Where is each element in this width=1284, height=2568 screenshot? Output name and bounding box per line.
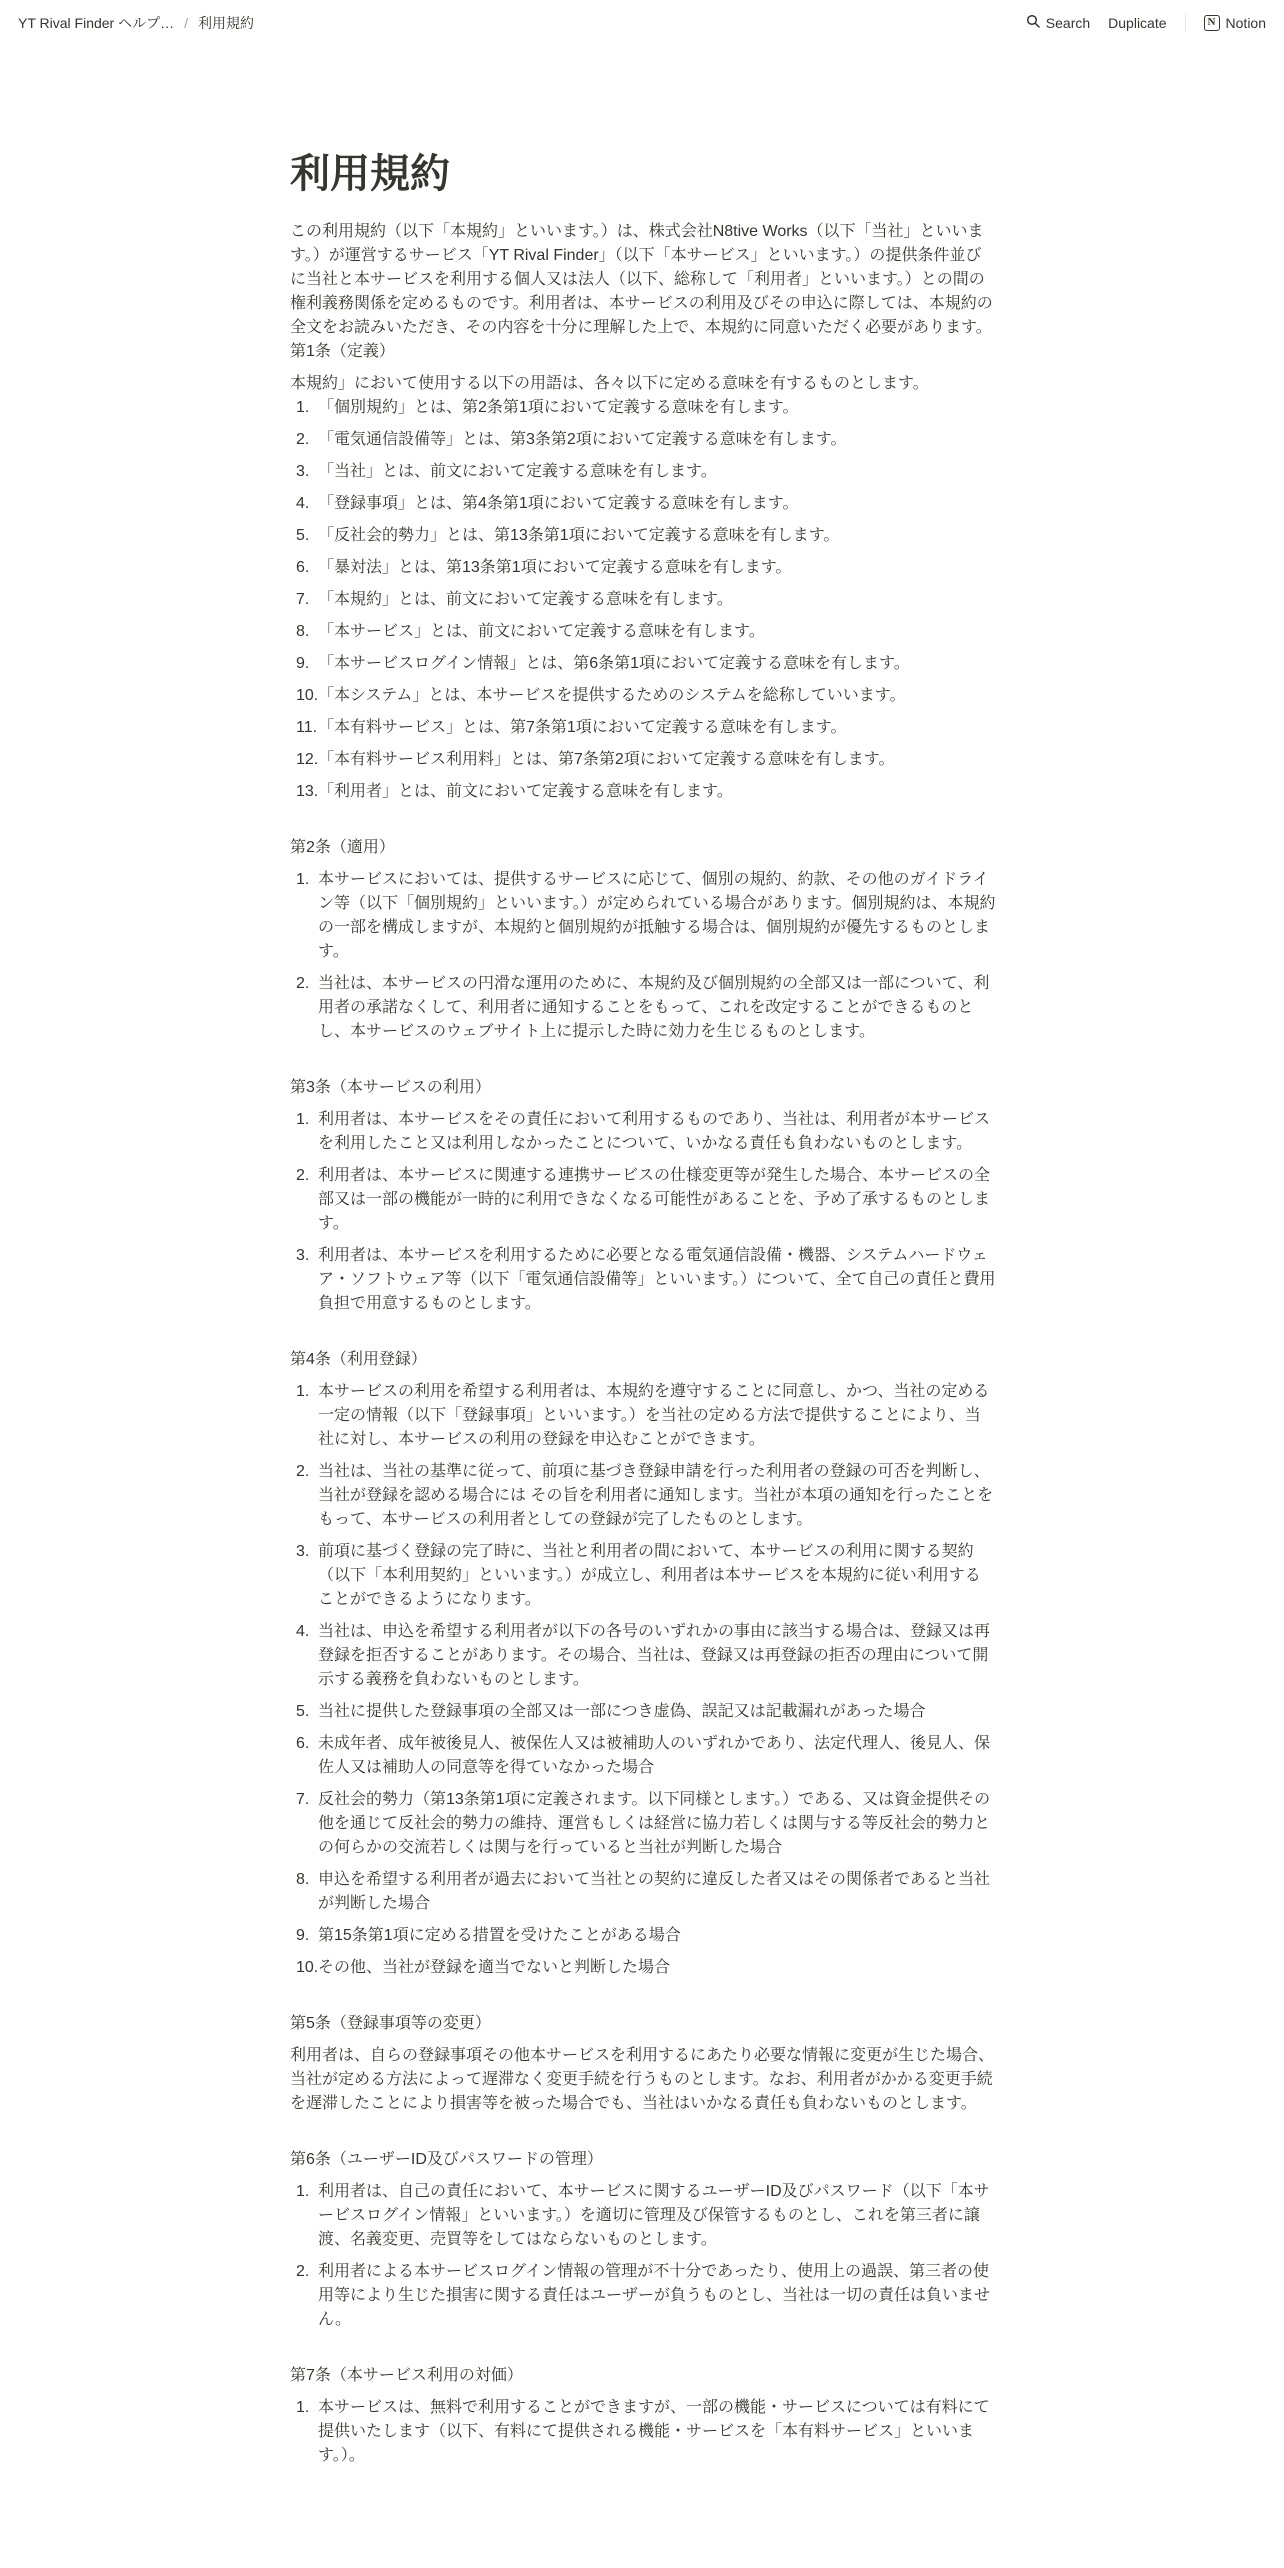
list-item-text: 利用者は、本サービスに関連する連携サービスの仕様変更等が発生した場合、本サービスの全部又は一部の機能が一時的に利用できなくなる可能性があることを、予め了承するものとします。 <box>318 1167 991 1232</box>
list-item <box>290 684 996 708</box>
list-item-number: 9. <box>296 655 310 672</box>
article-heading: 第1条（定義） <box>290 343 395 360</box>
list-item <box>290 1732 996 1780</box>
list-item-text: 「登録事項」とは、第4条第1項において定義する意味を有します。 <box>318 495 799 512</box>
list-item-text: 「本サービス」とは、前文において定義する意味を有します。 <box>318 623 765 640</box>
numbered-list <box>290 2180 996 2332</box>
list-item <box>290 972 996 1044</box>
list-item-text: 未成年者、成年被後見人、被保佐人又は被補助人のいずれかであり、法定代理人、後見人、保佐人又は補助人の同意等を得ていなかった場合 <box>318 1735 991 1776</box>
list-item-text: 第15条第1項に定める措置を受けたことがある場合 <box>318 1927 681 1944</box>
list-item-number: 1. <box>296 1111 310 1128</box>
list-item-number: 3. <box>296 1247 310 1264</box>
page-content <box>290 150 996 2500</box>
list-item <box>290 460 996 484</box>
list-item-text: 前項に基づく登録の完了時に、当社と利用者の間において、本サービスの利用に関する契約（以下「本利用契約」といいます。）が成立し、利用者は本サービスを本規約に従い利用することができるようになります。 <box>318 1543 981 1608</box>
topbar-actions <box>1026 14 1266 32</box>
list-item <box>290 1868 996 1916</box>
breadcrumb-current[interactable]: 利用規約 <box>198 14 254 31</box>
list-item-number: 10. <box>296 1959 319 1976</box>
list-item-number: 6. <box>296 559 310 576</box>
sections <box>290 340 996 2468</box>
list-item <box>290 1380 996 1452</box>
duplicate-label: Duplicate <box>1108 14 1167 31</box>
list-item <box>290 1108 996 1156</box>
list-item-text: 「個別規約」とは、第2条第1項において定義する意味を有します。 <box>318 399 799 416</box>
list-item-number: 3. <box>296 463 310 480</box>
list-item-text: 利用者は、本サービスを利用するために必要となる電気通信設備・機器、システムハードウェア・ソフトウェア等（以下「電気通信設備等」といいます。）について、全て自己の責任と費用負担で用意するものとします。 <box>318 1247 996 1312</box>
numbered-list <box>290 868 996 1044</box>
list-item-number: 7. <box>296 1791 310 1808</box>
article-section <box>290 836 996 1044</box>
list-item-text: 「当社」とは、前文において定義する意味を有します。 <box>318 463 717 480</box>
list-item <box>290 748 996 772</box>
list-item <box>290 428 996 452</box>
article-section <box>290 340 996 804</box>
numbered-list <box>290 1108 996 1316</box>
list-item <box>290 868 996 964</box>
list-item <box>290 556 996 580</box>
list-item <box>290 1956 996 1980</box>
list-item-number: 1. <box>296 2399 310 2416</box>
article-heading: 第7条（本サービス利用の対価） <box>290 2367 523 2384</box>
list-item <box>290 1620 996 1692</box>
breadcrumb-separator: / <box>184 14 188 31</box>
list-item <box>290 1540 996 1612</box>
list-item-text: 「本有料サービス」とは、第7条第1項において定義する意味を有します。 <box>318 719 847 736</box>
notion-button[interactable] <box>1204 15 1266 31</box>
list-item-number: 10. <box>296 687 319 704</box>
article-heading: 第3条（本サービスの利用） <box>290 1079 491 1096</box>
intro-paragraph: この利用規約（以下「本規約」といいます。）は、株式会社N8tive Works（以下「当社」といいます。）が運営するサービス「YT Rival Finder」（以下「本サービス」といいます。）の提供条件並びに当社と本サービスを利用する個人又は法人（以下、総称して「利用者」といいます。）との間の権利義務関係を定めるものです。利用者は、本サービスの利用及びその申込に際しては、本規約の全文をお読みいただき、その内容を十分に理解した上で、本規約に同意いただく必要があります。 <box>290 223 993 336</box>
list-item-number: 2. <box>296 1167 310 1184</box>
duplicate-button[interactable] <box>1108 15 1166 31</box>
page-title: 利用規約 <box>290 152 450 196</box>
search-label: Search <box>1045 14 1091 31</box>
list-item-number: 7. <box>296 591 310 608</box>
list-item-text: 「反社会的勢力」とは、第13条第1項において定義する意味を有します。 <box>318 527 840 544</box>
list-item-text: 「本有料サービス利用料」とは、第7条第2項において定義する意味を有します。 <box>318 751 895 768</box>
search-button[interactable] <box>1026 14 1090 31</box>
list-item-number: 1. <box>296 2183 310 2200</box>
list-item-text: 「電気通信設備等」とは、第3条第2項において定義する意味を有します。 <box>318 431 847 448</box>
article-heading: 第4条（利用登録） <box>290 1351 427 1368</box>
numbered-list <box>290 2396 996 2468</box>
list-item <box>290 1244 996 1316</box>
list-item-number: 2. <box>296 2263 310 2280</box>
article-heading: 第2条（適用） <box>290 839 395 856</box>
list-item <box>290 492 996 516</box>
list-item-text: 本サービスの利用を希望する利用者は、本規約を遵守することに同意し、かつ、当社の定める一定の情報（以下「登録事項」といいます。）を当社の定める方法で提供することにより、当社に対し、本サービスの利用の登録を申込むことができます。 <box>318 1383 990 1448</box>
list-item <box>290 588 996 612</box>
list-item-number: 1. <box>296 1383 310 1400</box>
list-item <box>290 1700 996 1724</box>
breadcrumb <box>18 13 254 33</box>
list-item <box>290 716 996 740</box>
notion-label: Notion <box>1225 14 1266 31</box>
list-item <box>290 1788 996 1860</box>
list-item <box>290 2260 996 2332</box>
list-item-number: 12. <box>296 751 319 768</box>
list-item <box>290 1460 996 1532</box>
article-description: 本規約」において使用する以下の用語は、各々以下に定める意味を有するものとします。 <box>290 375 929 392</box>
article-description: 利用者は、自らの登録事項その他本サービスを利用するにあたり必要な情報に変更が生じた場合、当社が定める方法によって遅滞なく変更手続を行うものとします。なお、利用者がかかる変更手続を遅滞したことにより損害等を被った場合でも、当社はいかなる責任も負わないものとします。 <box>290 2047 995 2112</box>
list-item-number: 13. <box>296 783 319 800</box>
list-item-number: 2. <box>296 431 310 448</box>
list-item <box>290 1924 996 1948</box>
list-item-number: 11. <box>296 719 318 736</box>
list-item-text: 「暴対法」とは、第13条第1項において定義する意味を有します。 <box>318 559 792 576</box>
list-item-text: 当社は、申込を希望する利用者が以下の各号のいずれかの事由に該当する場合は、登録又は再登録を拒否することがあります。その場合、当社は、登録又は再登録の拒否の理由について開示する義務を負わないものとします。 <box>318 1623 991 1688</box>
list-item-text: 「本規約」とは、前文において定義する意味を有します。 <box>318 591 733 608</box>
list-item-number: 4. <box>296 1623 310 1640</box>
list-item-number: 1. <box>296 871 310 888</box>
list-item-text: 利用者は、本サービスをその責任において利用するものであり、当社は、利用者が本サービスを利用したこと又は利用しなかったことについて、いかなる責任も負わないものとします。 <box>318 1111 991 1152</box>
list-item <box>290 2396 996 2468</box>
list-item-text: 当社に提供した登録事項の全部又は一部につき虚偽、誤記又は記載漏れがあった場合 <box>318 1703 926 1720</box>
list-item-text: 本サービスは、無料で利用することができますが、一部の機能・サービスについては有料にて提供いたします（以下、有料にて提供される機能・サービスを「本有料サービス」といいます。）。 <box>318 2399 990 2464</box>
list-item-number: 2. <box>296 1463 310 1480</box>
list-item-text: 当社は、本サービスの円滑な運用のために、本規約及び個別規約の全部又は一部について、利用者の承諾なくして、利用者に通知することをもって、これを改定することができるものとし、本サービスのウェブサイト上に提示した時に効力を生じるものとします。 <box>318 975 990 1040</box>
list-item-text: 当社は、当社の基準に従って、前項に基づき登録申請を行った利用者の登録の可否を判断し、当社が登録を認める場合には その旨を利用者に通知します。当社が本項の通知を行ったことをもって、本サービスの利用者としての登録が完了したものとします。 <box>318 1463 994 1528</box>
numbered-list <box>290 396 996 804</box>
article-section <box>290 2012 996 2116</box>
list-item-number: 5. <box>296 1703 310 1720</box>
article-heading: 第6条（ユーザーID及びパスワードの管理） <box>290 2151 603 2168</box>
article-section <box>290 2148 996 2332</box>
article-heading: 第5条（登録事項等の変更） <box>290 2015 491 2032</box>
list-item-number: 8. <box>296 623 310 640</box>
article-section <box>290 1076 996 1316</box>
list-item-number: 5. <box>296 527 310 544</box>
list-item-text: 「本サービスログイン情報」とは、第6条第1項において定義する意味を有します。 <box>318 655 910 672</box>
list-item-text: その他、当社が登録を適当でないと判断した場合 <box>318 1959 671 1976</box>
list-item <box>290 2180 996 2252</box>
list-item-text: 利用者は、自己の責任において、本サービスに関するユーザーID及びパスワード（以下「本サービスログイン情報」といいます。）を適切に管理及び保管するものとし、これを第三者に譲渡、名義変更、売買等をしてはならないものとします。 <box>318 2183 990 2248</box>
list-item-text: 本サービスにおいては、提供するサービスに応じて、個別の規約、約款、その他のガイドライン等（以下「個別規約」といいます。）が定められている場合があります。個別規約は、本規約の一部を構成しますが、本規約と個別規約が抵触する場合は、個別規約が優先するものとします。 <box>318 871 996 960</box>
notion-logo-icon: N <box>1204 15 1220 31</box>
numbered-list <box>290 1380 996 1980</box>
list-item-text: 「利用者」とは、前文において定義する意味を有します。 <box>318 783 733 800</box>
list-item-number: 1. <box>296 399 310 416</box>
list-item-number: 4. <box>296 495 310 512</box>
list-item-number: 9. <box>296 1927 310 1944</box>
list-item-number: 6. <box>296 1735 310 1752</box>
list-item-text: 「本システム」とは、本サービスを提供するためのシステムを総称していいます。 <box>318 687 906 704</box>
article-section <box>290 1348 996 1980</box>
list-item-text: 反社会的勢力（第13条第1項に定義されます。以下同様とします。）である、又は資金提供その他を通じて反社会的勢力の維持、運営もしくは経営に協力若しくは関与する等反社会的勢力との何らかの交流若しくは関与を行っていると当社が判断した場合 <box>318 1791 991 1856</box>
list-item-number: 2. <box>296 975 310 992</box>
list-item-text: 利用者による本サービスログイン情報の管理が不十分であったり、使用上の過誤、第三者の使用等により生じた損害に関する責任はユーザーが負うものとし、当社は一切の責任は負いません。 <box>318 2263 991 2328</box>
list-item <box>290 524 996 548</box>
list-item <box>290 652 996 676</box>
list-item <box>290 620 996 644</box>
divider <box>1185 14 1186 32</box>
search-icon <box>1026 14 1040 31</box>
list-item <box>290 780 996 804</box>
article-section <box>290 2364 996 2468</box>
list-item <box>290 1164 996 1236</box>
list-item-text: 申込を希望する利用者が過去において当社との契約に違反した者又はその関係者であると当社が判断した場合 <box>318 1871 991 1912</box>
list-item <box>290 396 996 420</box>
breadcrumb-parent[interactable]: YT Rival Finder ヘルプ… <box>18 14 175 31</box>
topbar <box>0 0 1284 45</box>
list-item-number: 3. <box>296 1543 310 1560</box>
list-item-number: 8. <box>296 1871 310 1888</box>
